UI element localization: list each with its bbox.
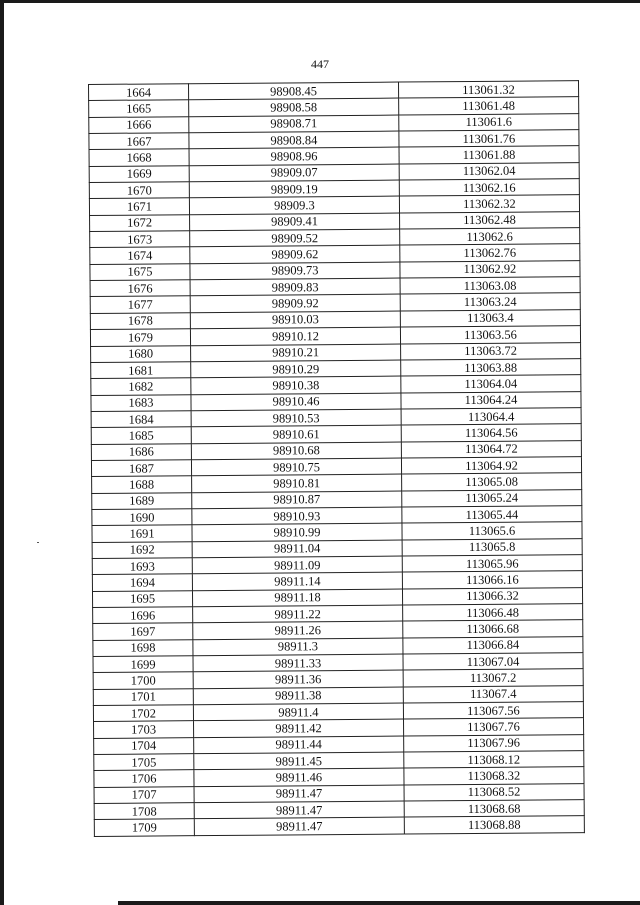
row-index-cell: 1706 bbox=[94, 770, 194, 787]
y-value-cell: 113063.56 bbox=[400, 326, 580, 344]
y-value-cell: 113066.16 bbox=[402, 571, 582, 589]
row-index-cell: 1676 bbox=[90, 280, 190, 297]
row-index-cell: 1675 bbox=[90, 263, 190, 280]
y-value-cell: 113065.44 bbox=[402, 506, 582, 524]
x-value-cell: 98909.41 bbox=[190, 213, 400, 231]
y-value-cell: 113067.96 bbox=[404, 734, 584, 752]
row-index-cell: 1696 bbox=[93, 607, 193, 624]
x-value-cell: 98910.68 bbox=[191, 442, 401, 460]
x-value-cell: 98910.46 bbox=[191, 393, 401, 411]
x-value-cell: 98910.38 bbox=[191, 376, 401, 394]
y-value-cell: 113061.48 bbox=[399, 97, 579, 115]
row-index-cell: 1665 bbox=[89, 100, 189, 117]
scan-bottom-edge bbox=[118, 901, 640, 905]
x-value-cell: 98909.19 bbox=[189, 180, 399, 198]
x-value-cell: 98911.42 bbox=[194, 719, 404, 737]
x-value-cell: 98911.4 bbox=[193, 703, 403, 721]
y-value-cell: 113062.92 bbox=[400, 260, 580, 278]
row-index-cell: 1674 bbox=[90, 247, 190, 264]
row-index-cell: 1704 bbox=[94, 737, 194, 754]
row-index-cell: 1681 bbox=[91, 362, 191, 379]
row-index-cell: 1699 bbox=[93, 656, 193, 673]
y-value-cell: 113068.52 bbox=[404, 783, 584, 801]
row-index-cell: 1690 bbox=[92, 509, 192, 526]
y-value-cell: 113063.4 bbox=[400, 309, 580, 327]
x-value-cell: 98909.07 bbox=[189, 164, 399, 182]
x-value-cell: 98911.46 bbox=[194, 768, 404, 786]
x-value-cell: 98911.09 bbox=[192, 556, 402, 574]
x-value-cell: 98911.04 bbox=[192, 540, 402, 558]
x-value-cell: 98911.47 bbox=[194, 818, 404, 836]
y-value-cell: 113062.76 bbox=[400, 244, 580, 262]
y-value-cell: 113064.72 bbox=[401, 440, 581, 458]
y-value-cell: 113064.56 bbox=[401, 424, 581, 442]
x-value-cell: 98909.62 bbox=[190, 245, 400, 263]
row-index-cell: 1695 bbox=[92, 590, 192, 607]
y-value-cell: 113067.4 bbox=[403, 685, 583, 703]
x-value-cell: 98909.92 bbox=[190, 295, 400, 313]
y-value-cell: 113064.4 bbox=[401, 408, 581, 426]
x-value-cell: 98908.71 bbox=[189, 115, 399, 133]
y-value-cell: 113065.24 bbox=[402, 489, 582, 507]
x-value-cell: 98909.52 bbox=[190, 229, 400, 247]
y-value-cell: 113063.88 bbox=[401, 358, 581, 376]
y-value-cell: 113066.68 bbox=[403, 620, 583, 638]
y-value-cell: 113068.68 bbox=[404, 800, 584, 818]
row-index-cell: 1688 bbox=[92, 476, 192, 493]
x-value-cell: 98911.47 bbox=[194, 801, 404, 819]
row-index-cell: 1668 bbox=[89, 149, 189, 166]
row-index-cell: 1697 bbox=[93, 623, 193, 640]
x-value-cell: 98911.3 bbox=[193, 638, 403, 656]
y-value-cell: 113066.32 bbox=[402, 587, 582, 605]
y-value-cell: 113063.08 bbox=[400, 277, 580, 295]
y-value-cell: 113067.04 bbox=[403, 653, 583, 671]
y-value-cell: 113061.88 bbox=[399, 146, 579, 164]
row-index-cell: 1684 bbox=[91, 411, 191, 428]
row-index-cell: 1708 bbox=[94, 803, 194, 820]
x-value-cell: 98908.58 bbox=[189, 98, 399, 116]
row-index-cell: 1687 bbox=[91, 460, 191, 477]
row-index-cell: 1673 bbox=[90, 231, 190, 248]
x-value-cell: 98908.96 bbox=[189, 147, 399, 165]
scan-left-edge bbox=[0, 0, 4, 905]
row-index-cell: 1679 bbox=[90, 329, 190, 346]
x-value-cell: 98910.99 bbox=[192, 523, 402, 541]
y-value-cell: 113061.6 bbox=[399, 113, 579, 131]
row-index-cell: 1700 bbox=[93, 672, 193, 689]
row-index-cell: 1667 bbox=[89, 133, 189, 150]
y-value-cell: 113061.76 bbox=[399, 130, 579, 148]
row-index-cell: 1670 bbox=[89, 182, 189, 199]
row-index-cell: 1703 bbox=[94, 721, 194, 738]
y-value-cell: 113062.48 bbox=[400, 211, 580, 229]
x-value-cell: 98911.26 bbox=[193, 621, 403, 639]
y-value-cell: 113065.08 bbox=[402, 473, 582, 491]
x-value-cell: 98910.61 bbox=[191, 425, 401, 443]
y-value-cell: 113065.6 bbox=[402, 522, 582, 540]
y-value-cell: 113065.8 bbox=[402, 538, 582, 556]
y-value-cell: 113067.2 bbox=[403, 669, 583, 687]
y-value-cell: 113064.04 bbox=[401, 375, 581, 393]
x-value-cell: 98911.44 bbox=[194, 736, 404, 754]
x-value-cell: 98910.53 bbox=[191, 409, 401, 427]
x-value-cell: 98911.14 bbox=[192, 572, 402, 590]
y-value-cell: 113066.84 bbox=[403, 636, 583, 654]
x-value-cell: 98910.87 bbox=[192, 491, 402, 509]
row-index-cell: 1698 bbox=[93, 639, 193, 656]
row-index-cell: 1669 bbox=[89, 165, 189, 182]
row-index-cell: 1678 bbox=[90, 313, 190, 330]
row-index-cell: 1692 bbox=[92, 541, 192, 558]
y-value-cell: 113066.48 bbox=[403, 604, 583, 622]
row-index-cell: 1671 bbox=[89, 198, 189, 215]
y-value-cell: 113068.32 bbox=[404, 767, 584, 785]
x-value-cell: 98908.84 bbox=[189, 131, 399, 149]
row-index-cell: 1709 bbox=[94, 819, 194, 836]
row-index-cell: 1682 bbox=[91, 378, 191, 395]
y-value-cell: 113067.56 bbox=[403, 702, 583, 720]
table-body bbox=[89, 81, 585, 837]
row-index-cell: 1707 bbox=[94, 786, 194, 803]
x-value-cell: 98910.12 bbox=[190, 327, 400, 345]
row-index-cell: 1705 bbox=[94, 754, 194, 771]
y-value-cell: 113064.92 bbox=[401, 457, 581, 475]
y-value-cell: 113067.76 bbox=[404, 718, 584, 736]
y-value-cell: 113061.32 bbox=[398, 81, 578, 99]
y-value-cell: 113068.12 bbox=[404, 751, 584, 769]
x-value-cell: 98910.93 bbox=[192, 507, 402, 525]
y-value-cell: 113062.16 bbox=[399, 179, 579, 197]
data-table bbox=[88, 80, 585, 837]
x-value-cell: 98909.73 bbox=[190, 262, 400, 280]
x-value-cell: 98910.03 bbox=[190, 311, 400, 329]
row-index-cell: 1685 bbox=[91, 427, 191, 444]
scan-speck bbox=[37, 542, 39, 543]
y-value-cell: 113068.88 bbox=[404, 816, 584, 834]
row-index-cell: 1686 bbox=[91, 443, 191, 460]
row-index-cell: 1689 bbox=[92, 492, 192, 509]
x-value-cell: 98910.21 bbox=[191, 344, 401, 362]
x-value-cell: 98911.33 bbox=[193, 654, 403, 672]
x-value-cell: 98911.47 bbox=[194, 785, 404, 803]
scan-top-edge bbox=[0, 0, 640, 3]
row-index-cell: 1694 bbox=[92, 574, 192, 591]
y-value-cell: 113063.72 bbox=[401, 342, 581, 360]
y-value-cell: 113065.96 bbox=[402, 555, 582, 573]
row-index-cell: 1680 bbox=[91, 345, 191, 362]
row-index-cell: 1664 bbox=[89, 84, 189, 101]
x-value-cell: 98910.75 bbox=[191, 458, 401, 476]
x-value-cell: 98911.36 bbox=[193, 670, 403, 688]
y-value-cell: 113063.24 bbox=[400, 293, 580, 311]
row-index-cell: 1666 bbox=[89, 116, 189, 133]
x-value-cell: 98911.22 bbox=[193, 605, 403, 623]
y-value-cell: 113064.24 bbox=[401, 391, 581, 409]
x-value-cell: 98909.83 bbox=[190, 278, 400, 296]
row-index-cell: 1693 bbox=[92, 558, 192, 575]
x-value-cell: 98908.45 bbox=[189, 82, 399, 100]
row-index-cell: 1683 bbox=[91, 394, 191, 411]
x-value-cell: 98911.38 bbox=[193, 687, 403, 705]
page-number: 447 bbox=[311, 57, 329, 71]
row-index-cell: 1691 bbox=[92, 525, 192, 542]
y-value-cell: 113062.6 bbox=[400, 228, 580, 246]
row-index-cell: 1702 bbox=[93, 705, 193, 722]
x-value-cell: 98911.18 bbox=[192, 589, 402, 607]
table-container bbox=[88, 80, 584, 837]
x-value-cell: 98910.29 bbox=[191, 360, 401, 378]
row-index-cell: 1701 bbox=[93, 688, 193, 705]
x-value-cell: 98910.81 bbox=[192, 474, 402, 492]
table-row bbox=[94, 816, 584, 836]
x-value-cell: 98911.45 bbox=[194, 752, 404, 770]
y-value-cell: 113062.04 bbox=[399, 162, 579, 180]
y-value-cell: 113062.32 bbox=[399, 195, 579, 213]
x-value-cell: 98909.3 bbox=[189, 196, 399, 214]
row-index-cell: 1672 bbox=[90, 214, 190, 231]
row-index-cell: 1677 bbox=[90, 296, 190, 313]
